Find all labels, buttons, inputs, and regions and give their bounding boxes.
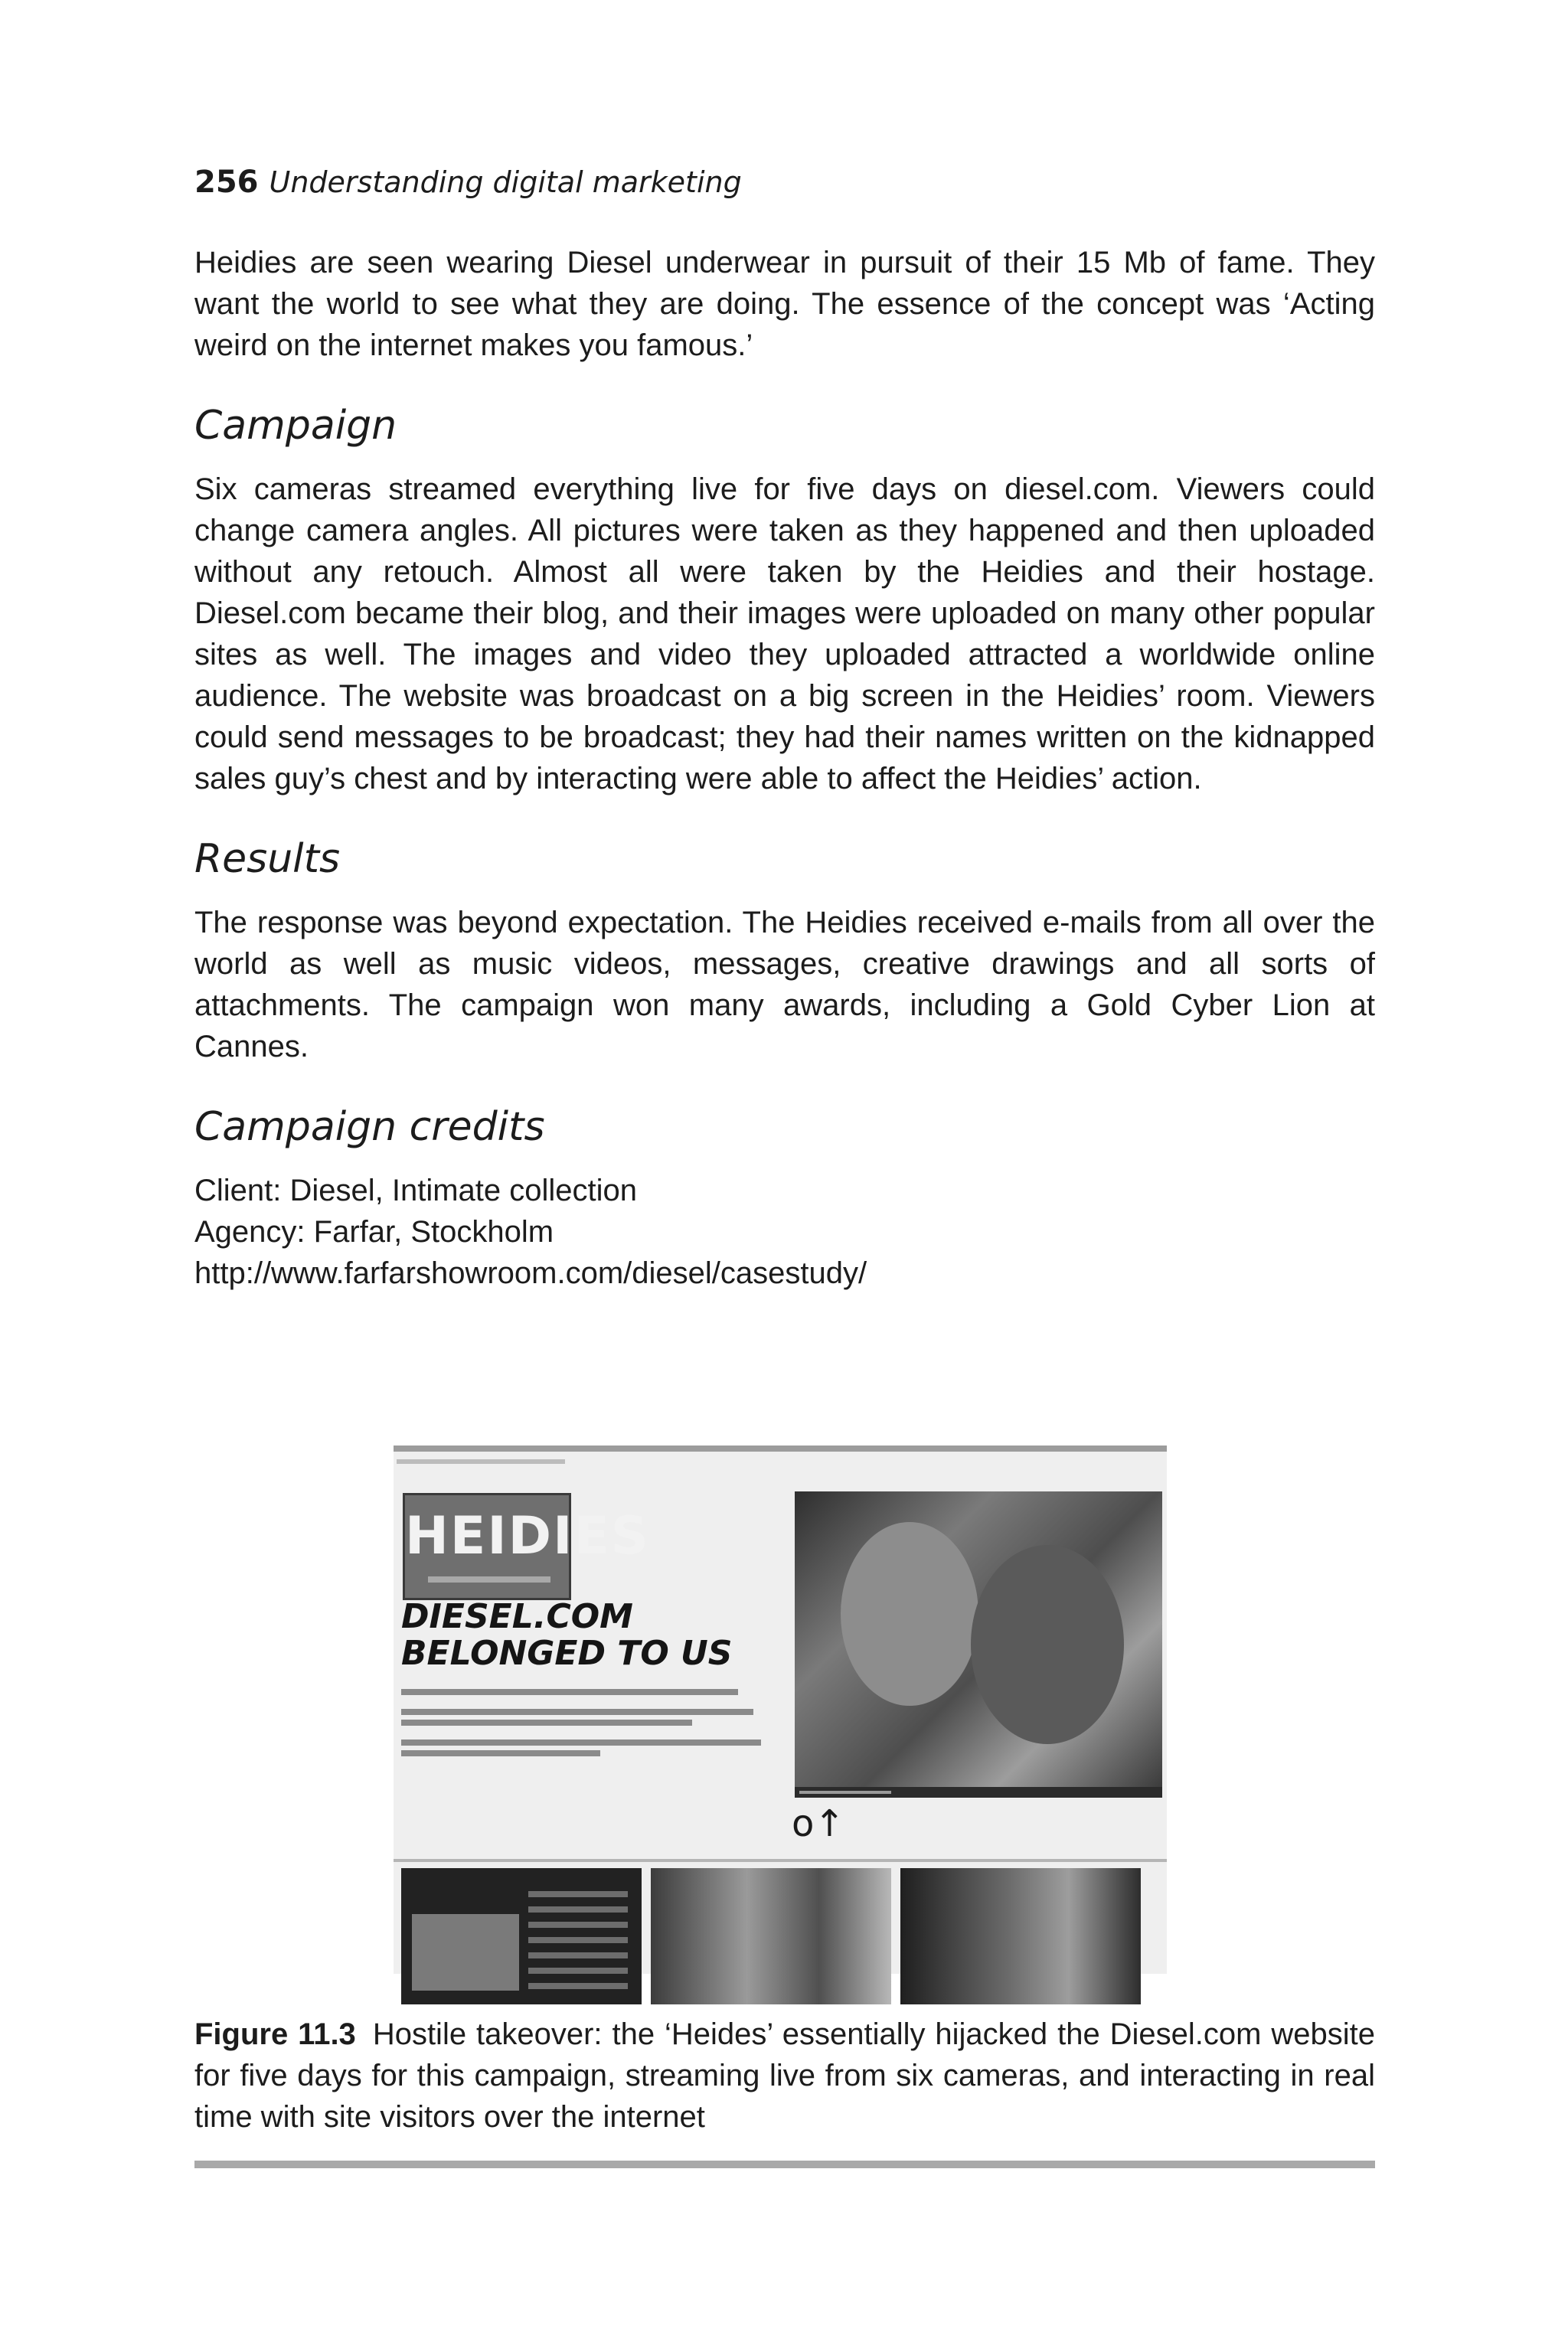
page-content <box>194 161 1375 1294</box>
thumbnail-text-lines <box>528 1891 628 1991</box>
credit-agency: Agency: Farfar, Stockholm <box>194 1215 554 1249</box>
page-number: 256 <box>194 165 259 200</box>
heidies-logo <box>403 1493 650 1600</box>
figure-divider <box>394 1859 1167 1862</box>
figure-copy-line <box>401 1750 600 1756</box>
video-control-bar <box>795 1787 1162 1798</box>
thumbnail-site <box>401 1868 642 2004</box>
running-head <box>194 161 1375 204</box>
campaign-paragraph: Six cameras streamed everything live for five days on diesel.com. Viewers could change camera angles. All pictures were taken as they happened and then uploaded without any retouch. Almost all were taken by the Heidies and their hostage. Diesel.com became their blog, and their images were uploaded on many other popular sites as well. The images and video they uploaded attracted a worldwide online audience. The website was broadcast on a big screen in the Heidies’ room. Viewers could send messages to be broadcast; they had their names written on the kidnapped sales guy’s chest and by interacting were able to affect the Heidies’ action. <box>194 472 1375 795</box>
figure-nav-line <box>397 1459 565 1464</box>
figure-label: Figure 11.3 <box>194 2017 356 2051</box>
photo-figure-right <box>971 1545 1124 1744</box>
book-title: Understanding digital marketing <box>269 165 742 199</box>
figure-copy-line <box>401 1709 753 1715</box>
results-paragraph: The response was beyond expectation. The Heidies received e-mails from all over the world as well as music videos, messages, creative drawings and all sorts of attachments. The campaign won many awards, including a Gold Cyber Lion at Cannes. <box>194 906 1375 1063</box>
logo-tagline-bar <box>428 1576 550 1583</box>
figure-caption <box>194 2014 1375 2138</box>
thumbnail-image <box>412 1914 519 1991</box>
figure-copy-line <box>401 1689 738 1695</box>
video-progress <box>799 1791 891 1794</box>
photo-figure-left <box>841 1522 978 1706</box>
intro-paragraph: Heidies are seen wearing Diesel underwear in pursuit of their 15 Mb of fame. They want the world to see what they are doing. The essence of the concept was ‘Acting weird on the internet makes you famous.’ <box>194 246 1375 362</box>
campaign-heading: Campaign <box>194 403 397 449</box>
credits-heading: Campaign credits <box>194 1104 545 1150</box>
figure-copy-line <box>401 1740 761 1746</box>
logo-text: HEIDIES <box>405 1506 650 1566</box>
figure-screenshot <box>394 1446 1167 1974</box>
headline-line-2: BELONGED TO US <box>401 1634 733 1673</box>
bottom-rule <box>194 2161 1375 2168</box>
headline-line-1: DIESEL.COM <box>401 1597 633 1636</box>
figure-top-bar <box>394 1446 1167 1452</box>
results-heading: Results <box>194 836 341 882</box>
arrow-up-icon: o↑ <box>792 1802 845 1845</box>
thumbnail-room <box>651 1868 891 2004</box>
credits-list <box>194 1170 1375 1294</box>
figure-headline <box>401 1599 784 1672</box>
credit-url: http://www.farfarshowroom.com/diesel/casestudy/ <box>194 1256 867 1290</box>
credit-client: Client: Diesel, Intimate collection <box>194 1174 638 1207</box>
figure-caption-text: Hostile takeover: the ‘Heides’ essentially hijacked the Diesel.com website for five days for this campaign, streaming live from six cameras, and interacting in real time with site visitors over the internet <box>194 2017 1376 2134</box>
hero-video-photo <box>795 1491 1162 1787</box>
figure-copy-line <box>401 1720 692 1726</box>
thumbnail-hostage <box>900 1868 1141 2004</box>
